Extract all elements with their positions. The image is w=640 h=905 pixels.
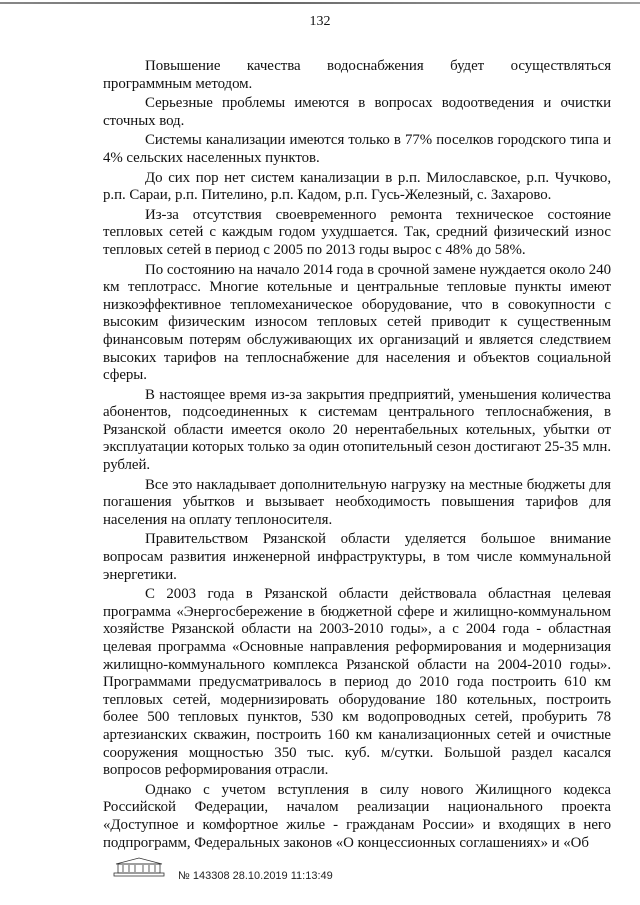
paragraph-heating-replacement: По состоянию на начало 2014 года в срочной замене нуждается около 240 км теплотрасс. Многие котельные и центральные тепловые пункты имеют низкоэффективное тепломеханическое оборудование, что в совокупности с высоким физическим износом тепловых сетей приводит к существенным финансовым потерям обслуживающих их организаций и является следствием высоких тарифов на теплоснабжение для населения и объектов социальной сферы. <box>103 261 611 384</box>
paragraph-sewage-problems: Серьезные проблемы имеются в вопросах водоотведения и очистки сточных вод. <box>103 95 611 129</box>
document-footer <box>112 856 432 896</box>
page-number: 132 <box>309 14 331 29</box>
paragraph-no-sewage-settlements: До сих пор нет систем канализации в р.п. Милославское, р.п. Чучково, р.п. Сараи, р.п. Пителино, р.п. Кадом, р.п. Гусь-Железный, с. Захарово. <box>103 169 611 204</box>
paragraph-budget-burden: Все это накладывает дополнительную нагрузку на местные бюджеты для погашения убытков и вызывает необходимость повышения тарифов для населения на оплату теплоносителя. <box>103 476 611 528</box>
paragraph-housing-code: Однако с учетом вступления в силу нового Жилищного кодекса Российской Федерации, началом реализации национального проекта «Доступное и комфортное жилье - гражданам России» и входящих в него подпрограмм, Федеральных законов «О концессионных соглашениях» и «Об <box>103 781 611 851</box>
building-seal-icon <box>112 856 166 878</box>
paragraph-heating-network-wear: Из-за отсутствия своевременного ремонта техническое состояние тепловых сетей с каждым годом ухудшается. Так, средний физический износ тепловых сетей в период с 2005 по 2013 годы вырос с 48% до 58%. <box>103 206 611 258</box>
paragraph-target-programs: С 2003 года в Рязанской области действовала областная целевая программа «Энергосбережение в бюджетной сфере и жилищно-коммунальном хозяйстве Рязанской области на 2003-2010 годы», а с 2004 года - областная целевая программа «Основные направления реформирования и модернизация жилищно-коммунального комплекса Рязанской области на 2004-2010 годы». Программами предусматривалось в период до 2010 года построить 610 км тепловых сетей, модернизировать оборудование 180 котельных, построить более 500 тепловых пунктов, 530 км водопроводных сетей, пробурить 78 артезианских скважин, построить 160 км канализационных сетей и очистные сооружения мощностью 350 тыс. куб. м/сутки. Большой раздел касался вопросов реформирования отрасли. <box>103 586 611 779</box>
registration-stamp: № 143308 28.10.2019 11:13:49 <box>178 870 333 882</box>
paragraph-sewage-coverage: Системы канализации имеются только в 77% поселков городского типа и 4% сельских населенных пунктов. <box>103 132 611 166</box>
paragraph-unprofitable-boilers: В настоящее время из-за закрытия предприятий, уменьшения количества абонентов, подсоединенных к системам центрального теплоснабжения, в Рязанской области имеется около 20 нерентабельных котельных, убытки от эксплуатации которых только за один отопительный сезон достигают 25-35 млн. рублей. <box>103 386 611 474</box>
paragraph-government-attention: Правительством Рязанской области уделяется большое внимание вопросам развития инженерной инфраструктуры, в том числе коммунальной энергетики. <box>103 531 611 583</box>
document-body <box>103 58 611 852</box>
scan-edge-line <box>0 2 640 4</box>
paragraph-water-supply: Повышение качества водоснабжения будет осуществляться программным методом. <box>103 58 611 92</box>
